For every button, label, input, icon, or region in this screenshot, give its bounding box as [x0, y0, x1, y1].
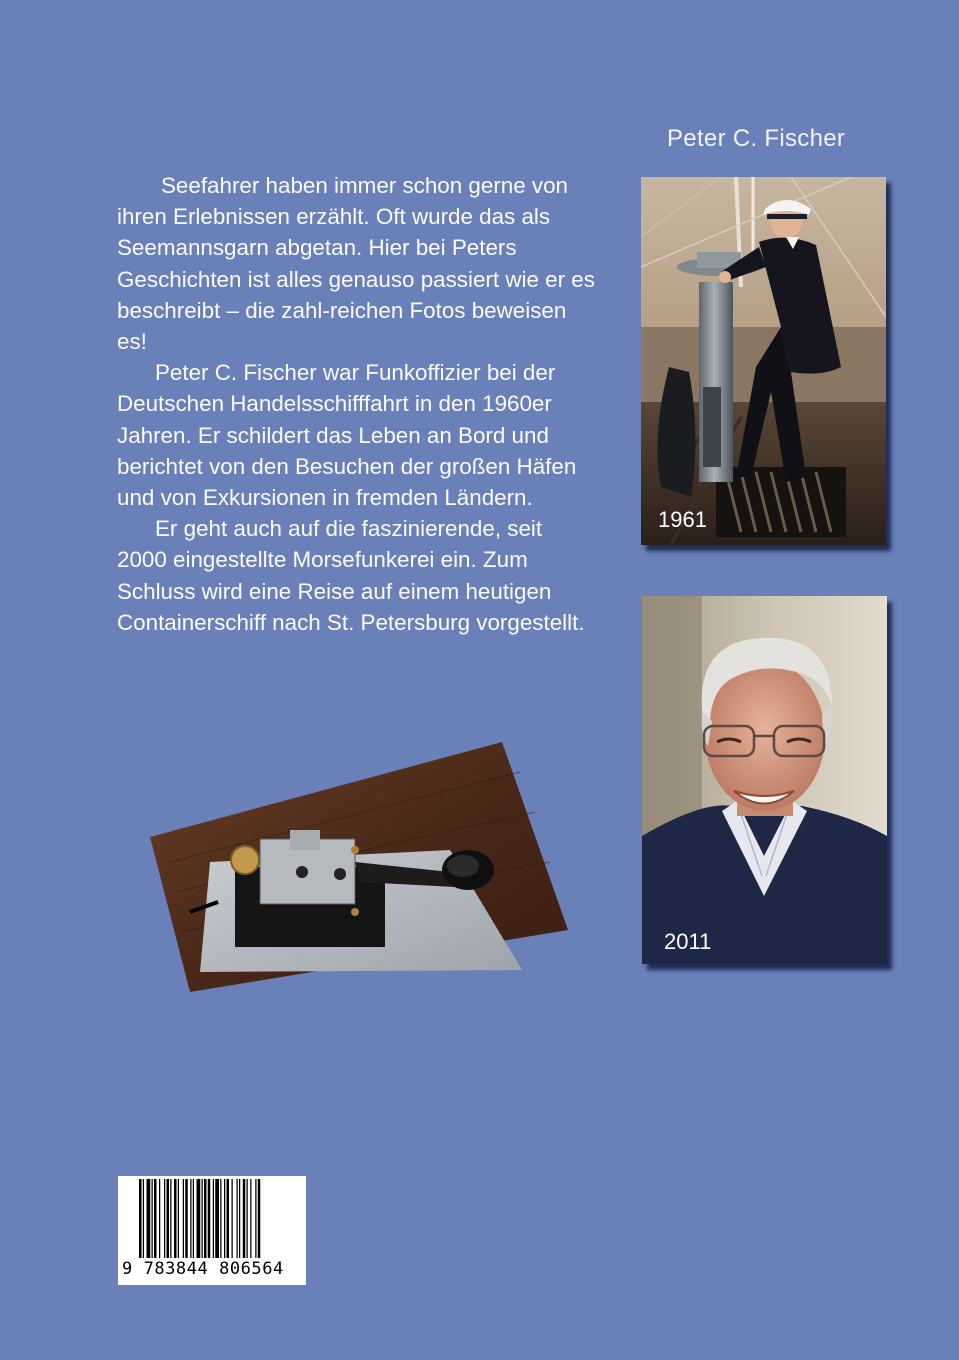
barcode-bar	[239, 1179, 240, 1258]
barcode-bar	[258, 1179, 261, 1258]
barcode-bar	[208, 1179, 211, 1258]
barcode-bar	[250, 1179, 251, 1258]
barcode-bar	[170, 1179, 171, 1258]
barcode-bar	[183, 1179, 184, 1258]
barcode-bar	[167, 1179, 170, 1258]
author-name: Peter C. Fischer	[667, 125, 846, 152]
barcode-bar	[197, 1179, 201, 1258]
barcode-bar	[202, 1179, 203, 1258]
barcode-bar	[232, 1179, 233, 1258]
blurb-paragraph-2-text: Peter C. Fischer war Funkoffizier bei der Deutschen Handelsschifffahrt in den 1960er Jahren. Er schildert das Leben an Bord und berichtet von den Besuchen der großen Häfen und von Exkursionen in fremden Ländern.	[117, 360, 577, 511]
morse-key-photo	[150, 742, 570, 997]
barcode-bar	[193, 1179, 194, 1258]
barcode-bar	[215, 1179, 219, 1258]
sailor-photo-illustration	[641, 177, 886, 545]
blurb-text	[117, 170, 597, 638]
barcode-bar	[154, 1179, 157, 1258]
photo-year-2011: 2011	[664, 929, 712, 954]
barcode-bar	[227, 1179, 230, 1258]
barcode-bar	[178, 1179, 179, 1258]
barcode-bar	[213, 1179, 214, 1258]
barcode-bar	[243, 1179, 246, 1258]
blurb-paragraph-2	[117, 357, 597, 513]
blurb-paragraph-3	[117, 513, 597, 638]
barcode-bars	[139, 1179, 301, 1258]
barcode-bar	[190, 1179, 191, 1258]
barcode-bar	[220, 1179, 221, 1258]
blurb-paragraph-3-text: Er geht auch auf die faszinierende, seit 2000 eingestellte Morsefunkerei ein. Zum Schluss wird eine Reise auf einem heutigen Containerschiff nach St. Petersburg vorgestellt.	[117, 516, 585, 635]
morse-key-illustration	[150, 742, 570, 992]
barcode-bar	[143, 1179, 144, 1258]
isbn-number: 9 783844 806564	[122, 1259, 284, 1279]
blurb-paragraph-1	[117, 170, 597, 357]
photo-year-1961: 1961	[658, 507, 707, 532]
isbn-barcode	[118, 1176, 306, 1285]
barcode-bar	[224, 1179, 225, 1258]
barcode-bar	[159, 1179, 160, 1258]
photo-1961	[641, 177, 886, 545]
barcode-bar	[255, 1179, 256, 1258]
barcode-bar	[139, 1179, 142, 1258]
portrait-photo-illustration	[642, 596, 887, 964]
barcode-bar	[174, 1179, 177, 1258]
photo-2011	[642, 596, 887, 964]
barcode-bar	[185, 1179, 188, 1258]
barcode-bar	[237, 1179, 238, 1258]
barcode-bar	[164, 1179, 165, 1258]
barcode-bar	[147, 1179, 151, 1258]
barcode-bar	[152, 1179, 153, 1258]
blurb-paragraph-1-text: Seefahrer haben immer schon gerne von ihren Erlebnissen erzählt. Oft wurde das als Seemannsgarn abgetan. Hier bei Peters Geschichten ist alles genauso passiert wie er es beschreibt – die zahl-reichen Fotos beweisen es!	[117, 173, 595, 355]
barcode-bar	[247, 1179, 248, 1258]
barcode-bar	[204, 1179, 207, 1258]
